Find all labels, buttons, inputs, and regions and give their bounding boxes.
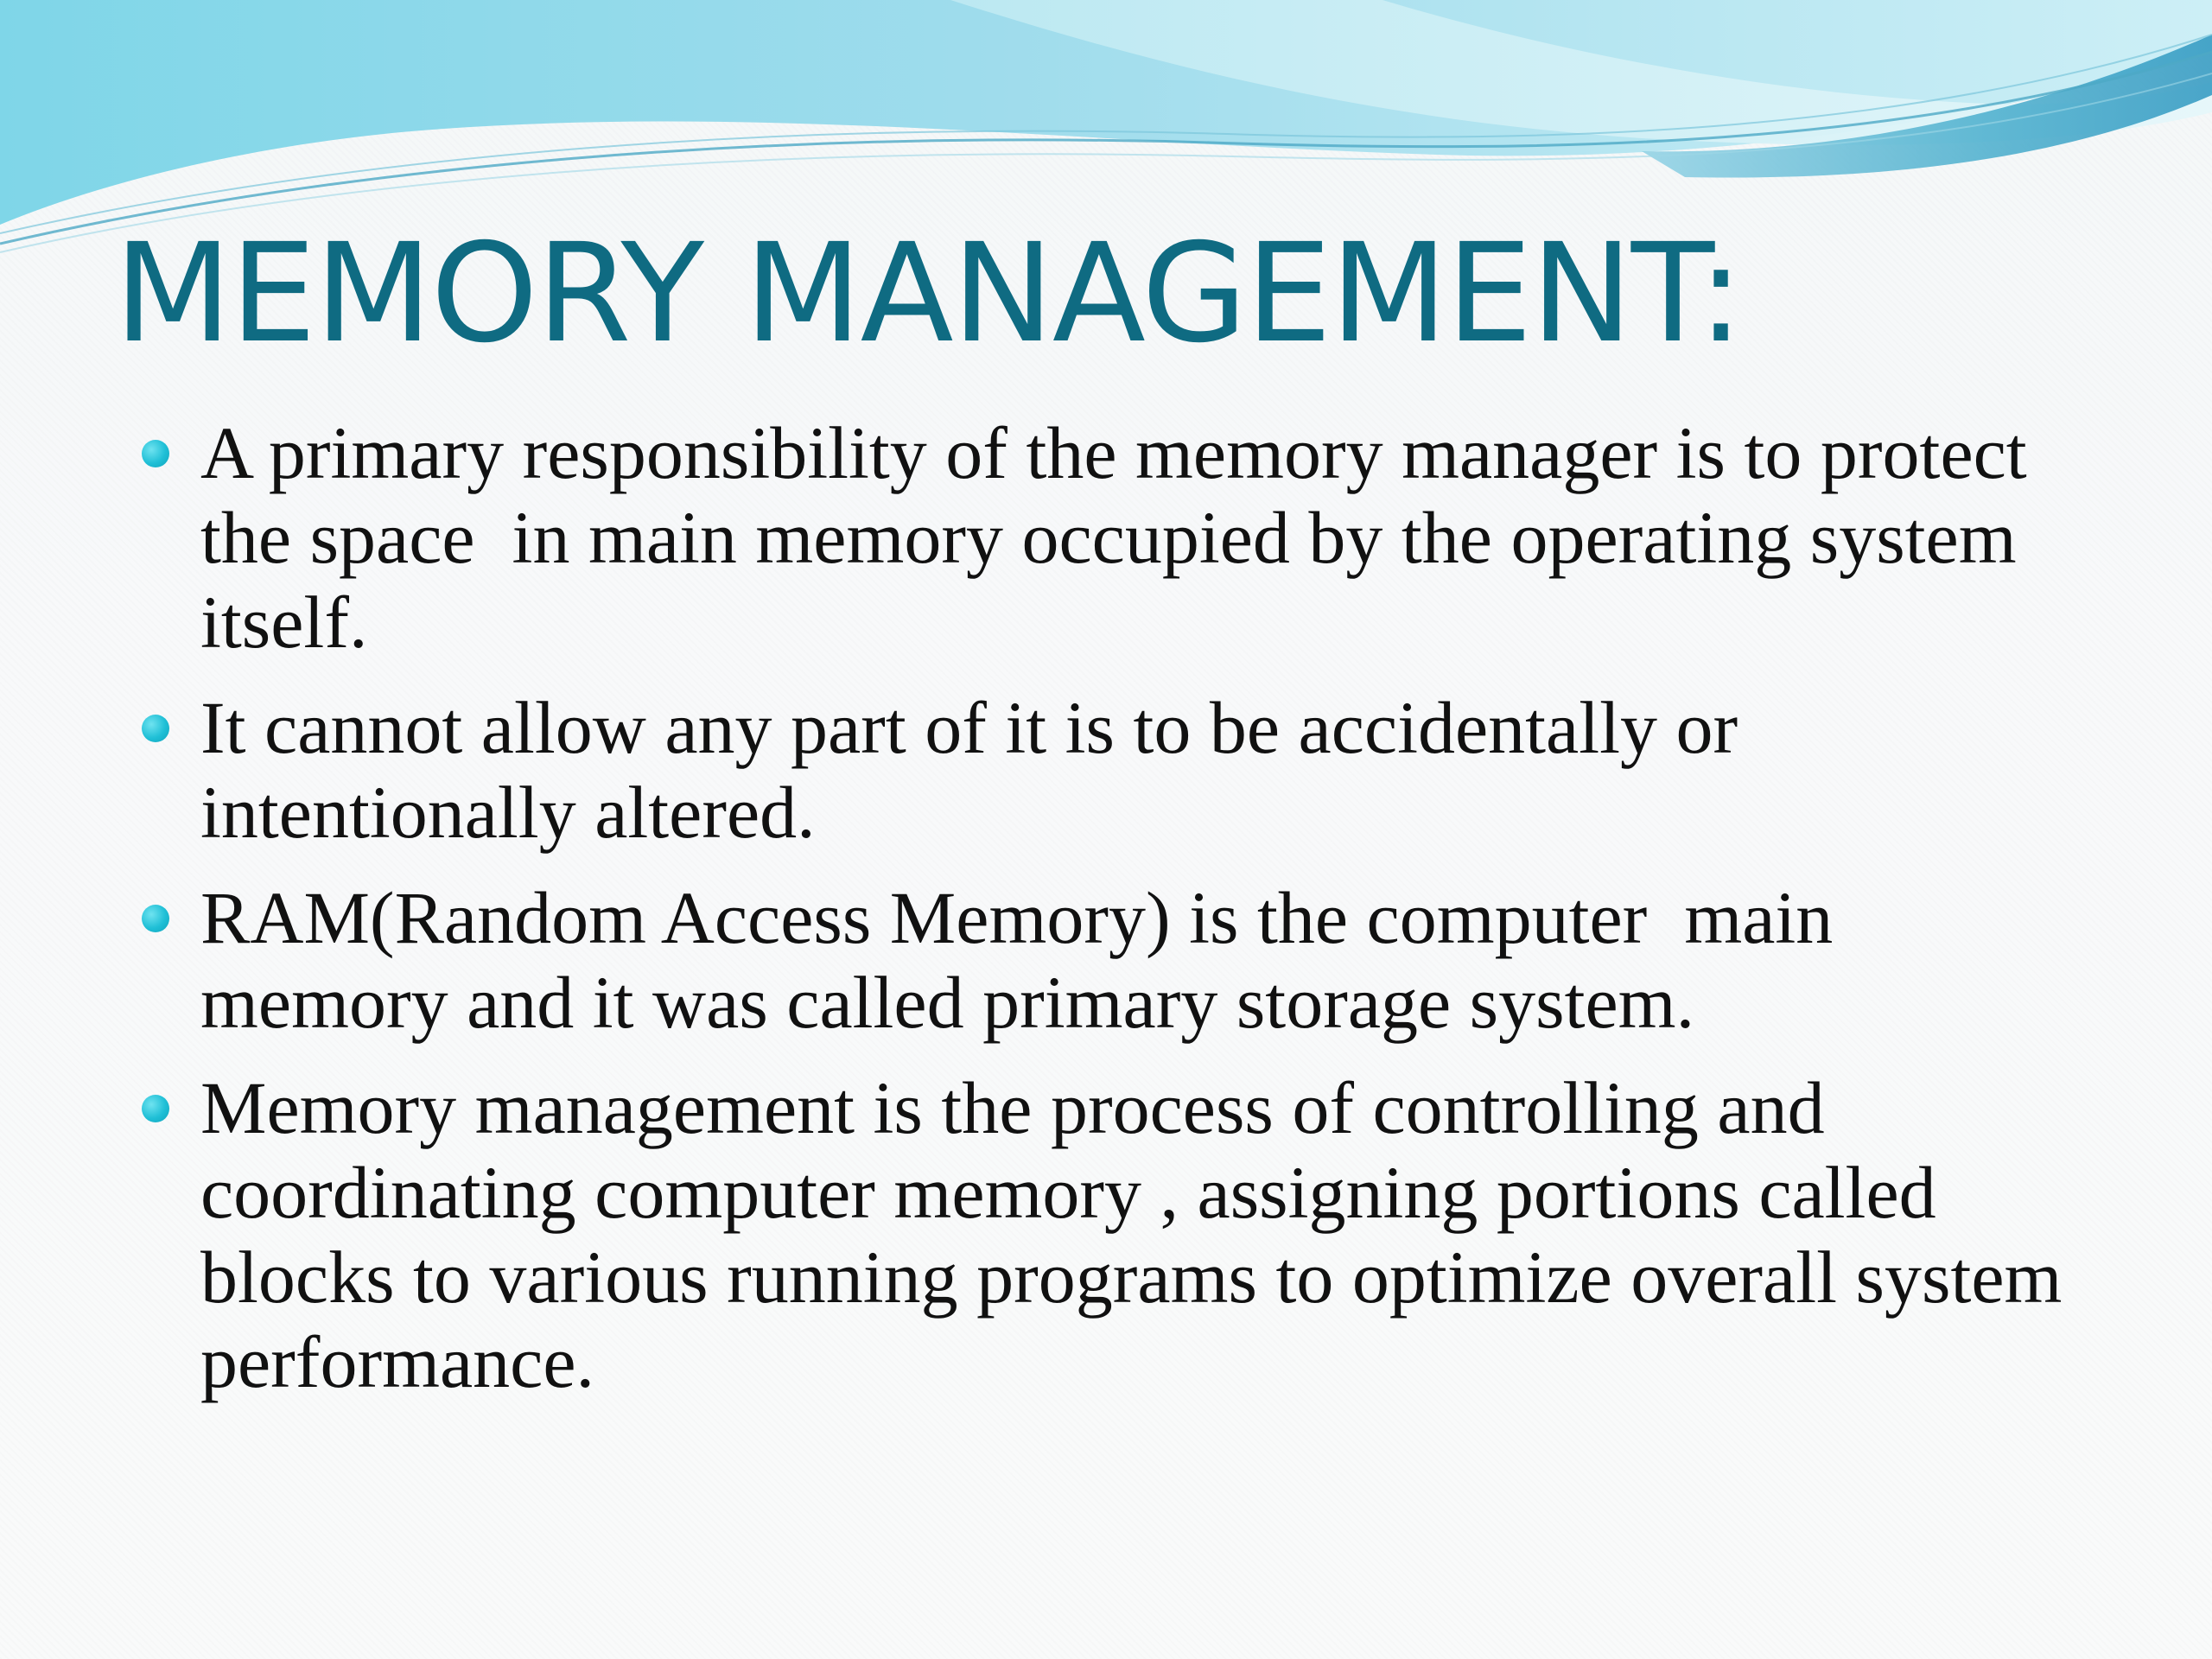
bullet-dot-icon [142, 905, 169, 932]
bullet-dot-icon [142, 715, 169, 742]
bullet-item [138, 875, 2091, 1045]
bullet-text: RAM(Random Access Memory) is the computer main memory and it was called primary storage system. [200, 876, 1852, 1044]
bullet-list [138, 410, 2091, 1425]
bullet-item [138, 1065, 2091, 1404]
bullet-text: It cannot allow any part of it is to be accidentally or intentionally altered. [200, 686, 1757, 854]
bullet-text: A primary responsibility of the memory manager is to protect the space in main memory occupied by the operating system itself. [200, 411, 2046, 664]
bullet-text: Memory management is the process of controlling and coordinating computer memory , assigning portions called blocks to various running programs to optimize overall system performance. [200, 1066, 2081, 1403]
bullet-item [138, 410, 2091, 664]
bullet-item [138, 685, 2091, 855]
bullet-dot-icon [142, 1095, 169, 1122]
slide-title: MEMORY MANAGEMENT: [114, 214, 1743, 373]
bullet-dot-icon [142, 440, 169, 467]
